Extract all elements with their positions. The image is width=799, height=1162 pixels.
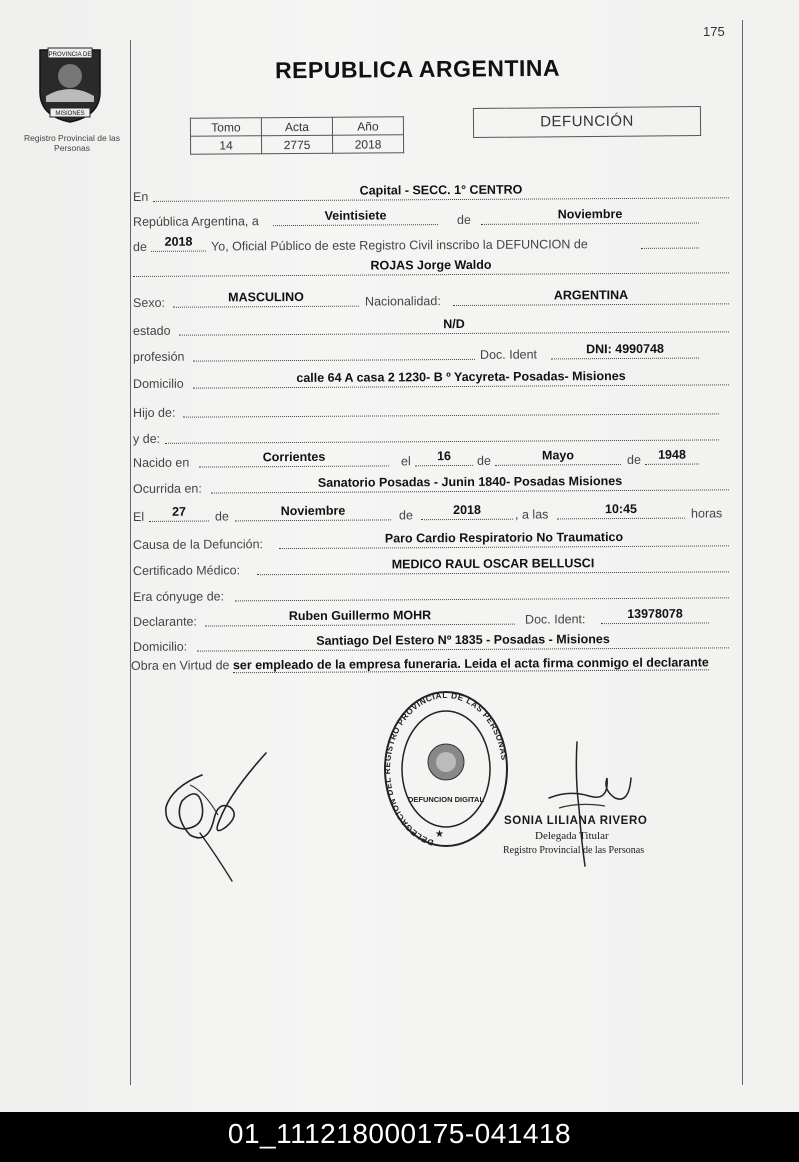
value-declarante: Ruben Guillermo MOHR xyxy=(288,608,432,624)
dotted-line xyxy=(421,519,513,521)
value-nacido-en: Corrientes xyxy=(262,449,326,465)
label-declarante: Declarante: xyxy=(132,614,198,629)
row-certificado xyxy=(131,550,729,578)
dotted-line xyxy=(273,224,438,226)
svg-text:★: ★ xyxy=(435,829,444,840)
label-sexo: Sexo: xyxy=(132,295,166,310)
label-conyuge: Era cónyuge de: xyxy=(132,589,225,604)
value-obra: ser empleado de la empresa funeraria. Leida el acta firma conmigo el declarante xyxy=(232,655,709,673)
dotted-line xyxy=(173,306,359,308)
label-obra: Obra en Virtud de xyxy=(130,658,230,673)
value-nombre: ROJAS Jorge Waldo xyxy=(370,257,492,273)
label-de: de xyxy=(132,239,147,254)
dotted-line xyxy=(235,519,391,521)
value-sexo: MASCULINO xyxy=(228,289,304,305)
value-anio: 2018 xyxy=(164,234,193,249)
label-republica: República Argentina, a xyxy=(132,214,259,229)
label-de: de xyxy=(214,509,229,524)
label-certificado: Certificado Médico: xyxy=(132,563,241,578)
label-de: de xyxy=(398,508,413,523)
row-nombre xyxy=(131,251,729,279)
label-ocurrida: Ocurrida en: xyxy=(132,481,202,496)
dotted-line xyxy=(645,464,699,465)
dotted-line xyxy=(495,464,621,466)
dotted-line xyxy=(149,521,209,522)
dotted-line xyxy=(235,597,729,601)
crest-bottom-text: MISIONES xyxy=(55,111,85,117)
dotted-line xyxy=(279,545,729,549)
value-domicilio: calle 64 A casa 2 1230- B º Yacyreta- Posadas- Misiones xyxy=(296,368,626,385)
label-hijo-de: Hijo de: xyxy=(132,405,176,420)
page-title: REPUBLICA ARGENTINA xyxy=(274,54,561,84)
dotted-line xyxy=(551,358,699,360)
label-nacionalidad: Nacionalidad: xyxy=(364,294,441,309)
seal-outer-text: DELEGACION DEL REGISTRO PROVINCIAL DE LAS PERSONAS xyxy=(383,690,509,848)
row-domicilio-declarante xyxy=(131,626,729,654)
label-domicilio: Domicilio xyxy=(132,376,184,391)
label-doc-ident-declarante: Doc. Ident: xyxy=(524,612,586,627)
row-causa xyxy=(131,524,729,552)
value-dia-nacimiento: 16 xyxy=(436,449,451,464)
right-margin-line xyxy=(742,20,743,1085)
value-anio-nacimiento: 1948 xyxy=(658,447,686,462)
signatory-organization: Registro Provincial de las Personas xyxy=(503,845,645,856)
row-conyuge xyxy=(131,576,729,604)
ref-header-acta: Acta xyxy=(261,117,332,135)
row-obra-en-virtud xyxy=(131,651,741,677)
value-mes-nacimiento: Mayo xyxy=(541,448,575,463)
label-y-de: y de: xyxy=(132,431,161,446)
label-nacido-en: Nacido en xyxy=(132,455,190,470)
value-hora: 10:45 xyxy=(604,501,638,517)
dotted-line xyxy=(205,624,515,627)
ref-value-acta: 2775 xyxy=(262,135,333,153)
row-estado xyxy=(131,310,729,338)
label-a-las: , a las xyxy=(514,507,549,522)
dotted-line xyxy=(193,359,475,362)
label-en: En xyxy=(132,189,149,204)
official-seal xyxy=(383,690,509,848)
page-number: 175 xyxy=(703,24,725,39)
row-sexo xyxy=(131,282,729,310)
row-y-de xyxy=(131,418,729,446)
value-dia-defuncion: 27 xyxy=(172,504,186,519)
label-domicilio-declarante: Domicilio: xyxy=(132,639,188,654)
signatory-name: SONIA LILIANA RIVERO xyxy=(504,815,648,827)
dotted-line xyxy=(415,465,473,466)
dotted-line xyxy=(557,518,685,520)
label-oficial: Yo, Oficial Público de este Registro Civil inscribo la DEFUNCION de xyxy=(210,237,588,254)
value-nacionalidad: ARGENTINA xyxy=(553,287,629,303)
row-fecha-inscripcion xyxy=(131,201,729,229)
crest-top-text: PROVINCIA DE xyxy=(48,52,92,58)
row-nacimiento xyxy=(131,442,729,470)
row-en xyxy=(131,176,729,204)
label-estado: estado xyxy=(132,323,171,338)
value-certificado: MEDICO RAUL OSCAR BELLUSCI xyxy=(391,556,595,572)
value-ocurrida: Sanatorio Posadas - Junin 1840- Posadas Misiones xyxy=(317,473,623,490)
value-doc-declarante: 13978078 xyxy=(627,606,683,621)
registry-caption: Registro Provincial de las Personas xyxy=(24,133,120,153)
ref-value-anio: 2018 xyxy=(332,135,403,153)
row-fecha-defuncion xyxy=(131,496,729,524)
label-de: de xyxy=(626,452,641,467)
label-horas: horas xyxy=(690,506,723,521)
label-el: el xyxy=(400,454,411,469)
row-hijo-de xyxy=(131,392,729,420)
ref-value-tomo: 14 xyxy=(191,136,262,154)
value-mes-defuncion: Noviembre xyxy=(280,503,346,519)
dotted-line xyxy=(601,622,709,624)
value-domicilio-declarante: Santiago Del Estero Nº 1835 - Posadas - Misiones xyxy=(316,632,610,648)
dotted-line xyxy=(199,465,389,467)
dotted-line xyxy=(183,413,719,417)
value-dia-letras: Veintisiete xyxy=(324,208,387,223)
value-estado: N/D xyxy=(443,316,465,332)
label-causa: Causa de la Defunción: xyxy=(132,537,264,552)
label-el: El xyxy=(132,509,145,524)
row-oficial xyxy=(131,226,729,254)
value-doc: DNI: 4990748 xyxy=(586,341,664,357)
row-profesion xyxy=(131,336,729,364)
dotted-line xyxy=(641,248,699,249)
document-type-box: DEFUNCIÓN xyxy=(473,106,701,138)
row-ocurrida xyxy=(131,468,729,496)
label-de: de xyxy=(456,212,471,228)
row-domicilio xyxy=(131,363,729,391)
value-mes: Noviembre xyxy=(557,206,623,222)
dotted-line xyxy=(453,303,729,306)
province-crest-icon xyxy=(36,46,104,124)
reference-table xyxy=(190,116,404,154)
value-lugar: Capital - SECC. 1° CENTRO xyxy=(359,182,523,198)
value-anio-defuncion: 2018 xyxy=(453,502,481,518)
label-de: de xyxy=(476,453,491,468)
dotted-line xyxy=(481,223,699,225)
declarant-signature xyxy=(160,745,272,885)
label-doc-ident: Doc. Ident xyxy=(479,347,538,362)
seal-inner-text: DEFUNCION DIGITAL xyxy=(407,795,485,804)
ref-header-anio: Año xyxy=(332,117,403,135)
scan-code-footer: 01_111218000175-041418 xyxy=(0,1112,799,1162)
value-causa: Paro Cardio Respiratorio No Traumatico xyxy=(384,529,624,546)
signatory-role: Delegada Titular xyxy=(535,830,609,842)
dotted-line xyxy=(151,251,206,252)
ref-header-tomo: Tomo xyxy=(190,118,261,136)
dotted-line xyxy=(257,571,729,575)
row-declarante xyxy=(131,601,729,629)
label-profesion: profesión xyxy=(132,349,185,364)
